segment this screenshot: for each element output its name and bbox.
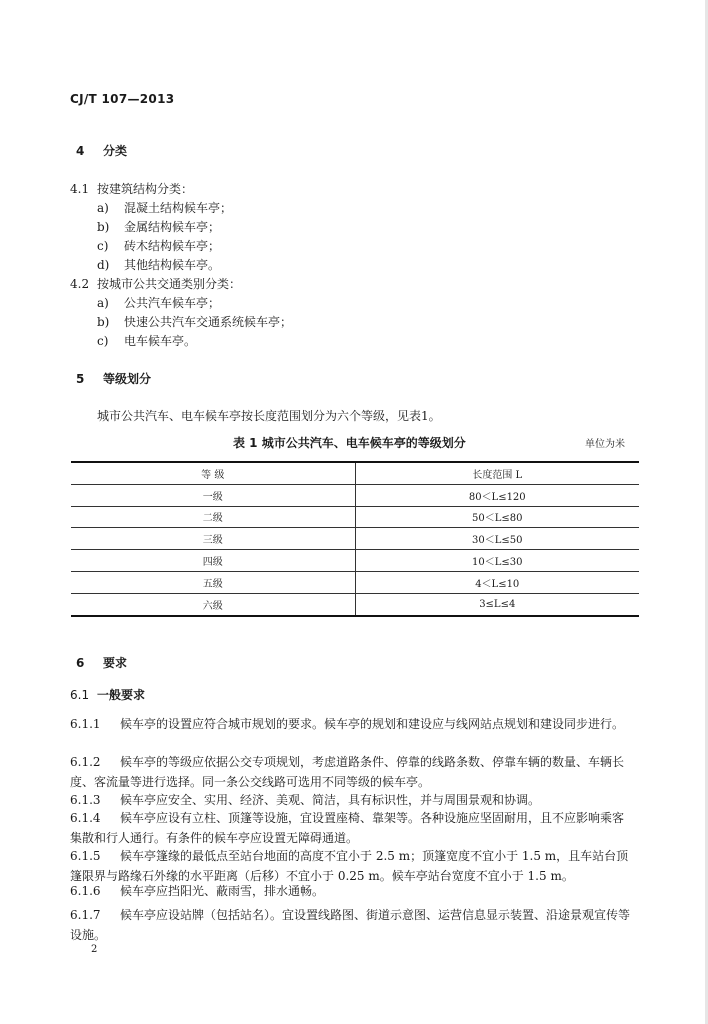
table-row (71, 550, 639, 572)
clause-6-1-2 (70, 752, 635, 792)
table-cell: 4＜L≤10 (355, 571, 639, 593)
clause-number: 6.1.1 (70, 717, 101, 731)
list-item: a) 公共汽车候车亭； (97, 296, 221, 310)
section-number: 6 (76, 656, 85, 670)
page-number: 2 (91, 944, 98, 955)
table-cell: 3≤L≤4 (355, 593, 639, 615)
clause-6-1-7 (70, 905, 635, 945)
grade-table (71, 461, 639, 617)
clause-4-1 (70, 180, 193, 197)
section-5-intro: 城市公共汽车、电车候车亭按长度范围划分为六个等级，见表1。 (97, 409, 441, 423)
clause-6-1-4 (70, 808, 635, 848)
list-item: a) 混凝土结构候车亭； (97, 201, 233, 215)
table-cell: 三级 (71, 528, 355, 550)
clause-number: 4.1 (70, 182, 90, 196)
table-row (71, 571, 639, 593)
clause-number: 6.1.3 (70, 793, 101, 807)
clause-text: 候车亭应设站牌（包括站名）。宜设置线路图、街道示意图、运营信息显示装置、沿途景观宣传等设施。 (70, 908, 631, 942)
clause-6-1-5 (70, 846, 635, 886)
table-row (71, 484, 639, 506)
clause-text: 候车亭应安全、实用、经济、美观、简洁，具有标识性，并与周围景观和协调。 (120, 793, 541, 807)
clause-number: 6.1.6 (70, 884, 101, 898)
table-row (71, 528, 639, 550)
clause-number: 6.1.4 (70, 811, 101, 825)
clause-text: 按城市公共交通类别分类： (97, 277, 242, 291)
subsection-number: 6.1 (70, 688, 90, 702)
table-unit: 单位为米 (585, 439, 625, 450)
section-title: 要求 (103, 656, 128, 670)
table-cell: 50＜L≤80 (355, 506, 639, 528)
clause-number: 4.2 (70, 277, 90, 291)
table-cell: 六级 (71, 593, 355, 615)
clause-text: 按建筑结构分类： (97, 182, 194, 196)
table-cell: 30＜L≤50 (355, 528, 639, 550)
standard-number: CJ/T 107—2013 (70, 92, 175, 106)
section-title: 分类 (103, 144, 128, 158)
subsection-title: 一般要求 (97, 688, 146, 702)
section-title: 等级划分 (103, 372, 152, 386)
section-number: 5 (76, 372, 85, 386)
section-4-heading (76, 142, 127, 159)
table-cell: 一级 (71, 484, 355, 506)
table-cell: 四级 (71, 550, 355, 572)
list-item: c) 砖木结构候车亭； (97, 239, 221, 253)
list-item: d) 其他结构候车亭。 (97, 258, 221, 272)
clause-text: 候车亭应设有立柱、顶篷等设施，宜设置座椅、靠架等。各种设施应坚固耐用，且不应影响乘客集散和行人通行。有条件的候车亭应设置无障碍通道。 (70, 811, 625, 845)
clause-6-1-6 (70, 881, 635, 901)
clause-number: 6.1.5 (70, 849, 101, 863)
list-item: c) 电车候车亭。 (97, 334, 197, 348)
clause-text: 候车亭篷缘的最低点至站台地面的高度不宜小于 2.5 m；顶篷宽度不宜小于 1.5 m，且车站台顶篷限界与路缘石外缘的水平距离（后移）不宜小于 0.25 m。候车亭站台宽度不宜小于 1.5 m。 (70, 849, 629, 883)
table-header-row (71, 462, 639, 484)
table-cell: 二级 (71, 506, 355, 528)
section-6-heading (76, 654, 127, 671)
subsection-6-1-heading (70, 686, 145, 703)
clause-number: 6.1.7 (70, 908, 101, 922)
list-item: b) 金属结构候车亭； (97, 220, 221, 234)
clause-4-2 (70, 275, 241, 292)
clause-text: 候车亭应挡阳光、蔽雨雪，排水通畅。 (120, 884, 325, 898)
table-row (71, 593, 639, 615)
table-cell: 80＜L≤120 (355, 484, 639, 506)
clause-6-1-1 (70, 714, 635, 734)
list-item: b) 快速公共汽车交通系统候车亭； (97, 315, 293, 329)
table-header-cell: 等 级 (71, 462, 355, 484)
clause-text: 候车亭的设置应符合城市规划的要求。候车亭的规划和建设应与线网站点规划和建设同步进行。 (120, 717, 625, 731)
table-cell: 五级 (71, 571, 355, 593)
clause-text: 候车亭的等级应依据公交专项规划，考虑道路条件、停靠的线路条数、停靠车辆的数量、车辆长度、客流量等进行选择。同一条公交线路可选用不同等级的候车亭。 (70, 755, 625, 789)
section-number: 4 (76, 144, 85, 158)
clause-6-1-3 (70, 790, 635, 810)
table-header-cell: 长度范围 L (355, 462, 639, 484)
table-row (71, 506, 639, 528)
table-caption: 表 1 城市公共汽车、电车候车亭的等级划分 (233, 436, 466, 450)
table-cell: 10＜L≤30 (355, 550, 639, 572)
section-5-heading (76, 370, 151, 387)
clause-number: 6.1.2 (70, 755, 101, 769)
